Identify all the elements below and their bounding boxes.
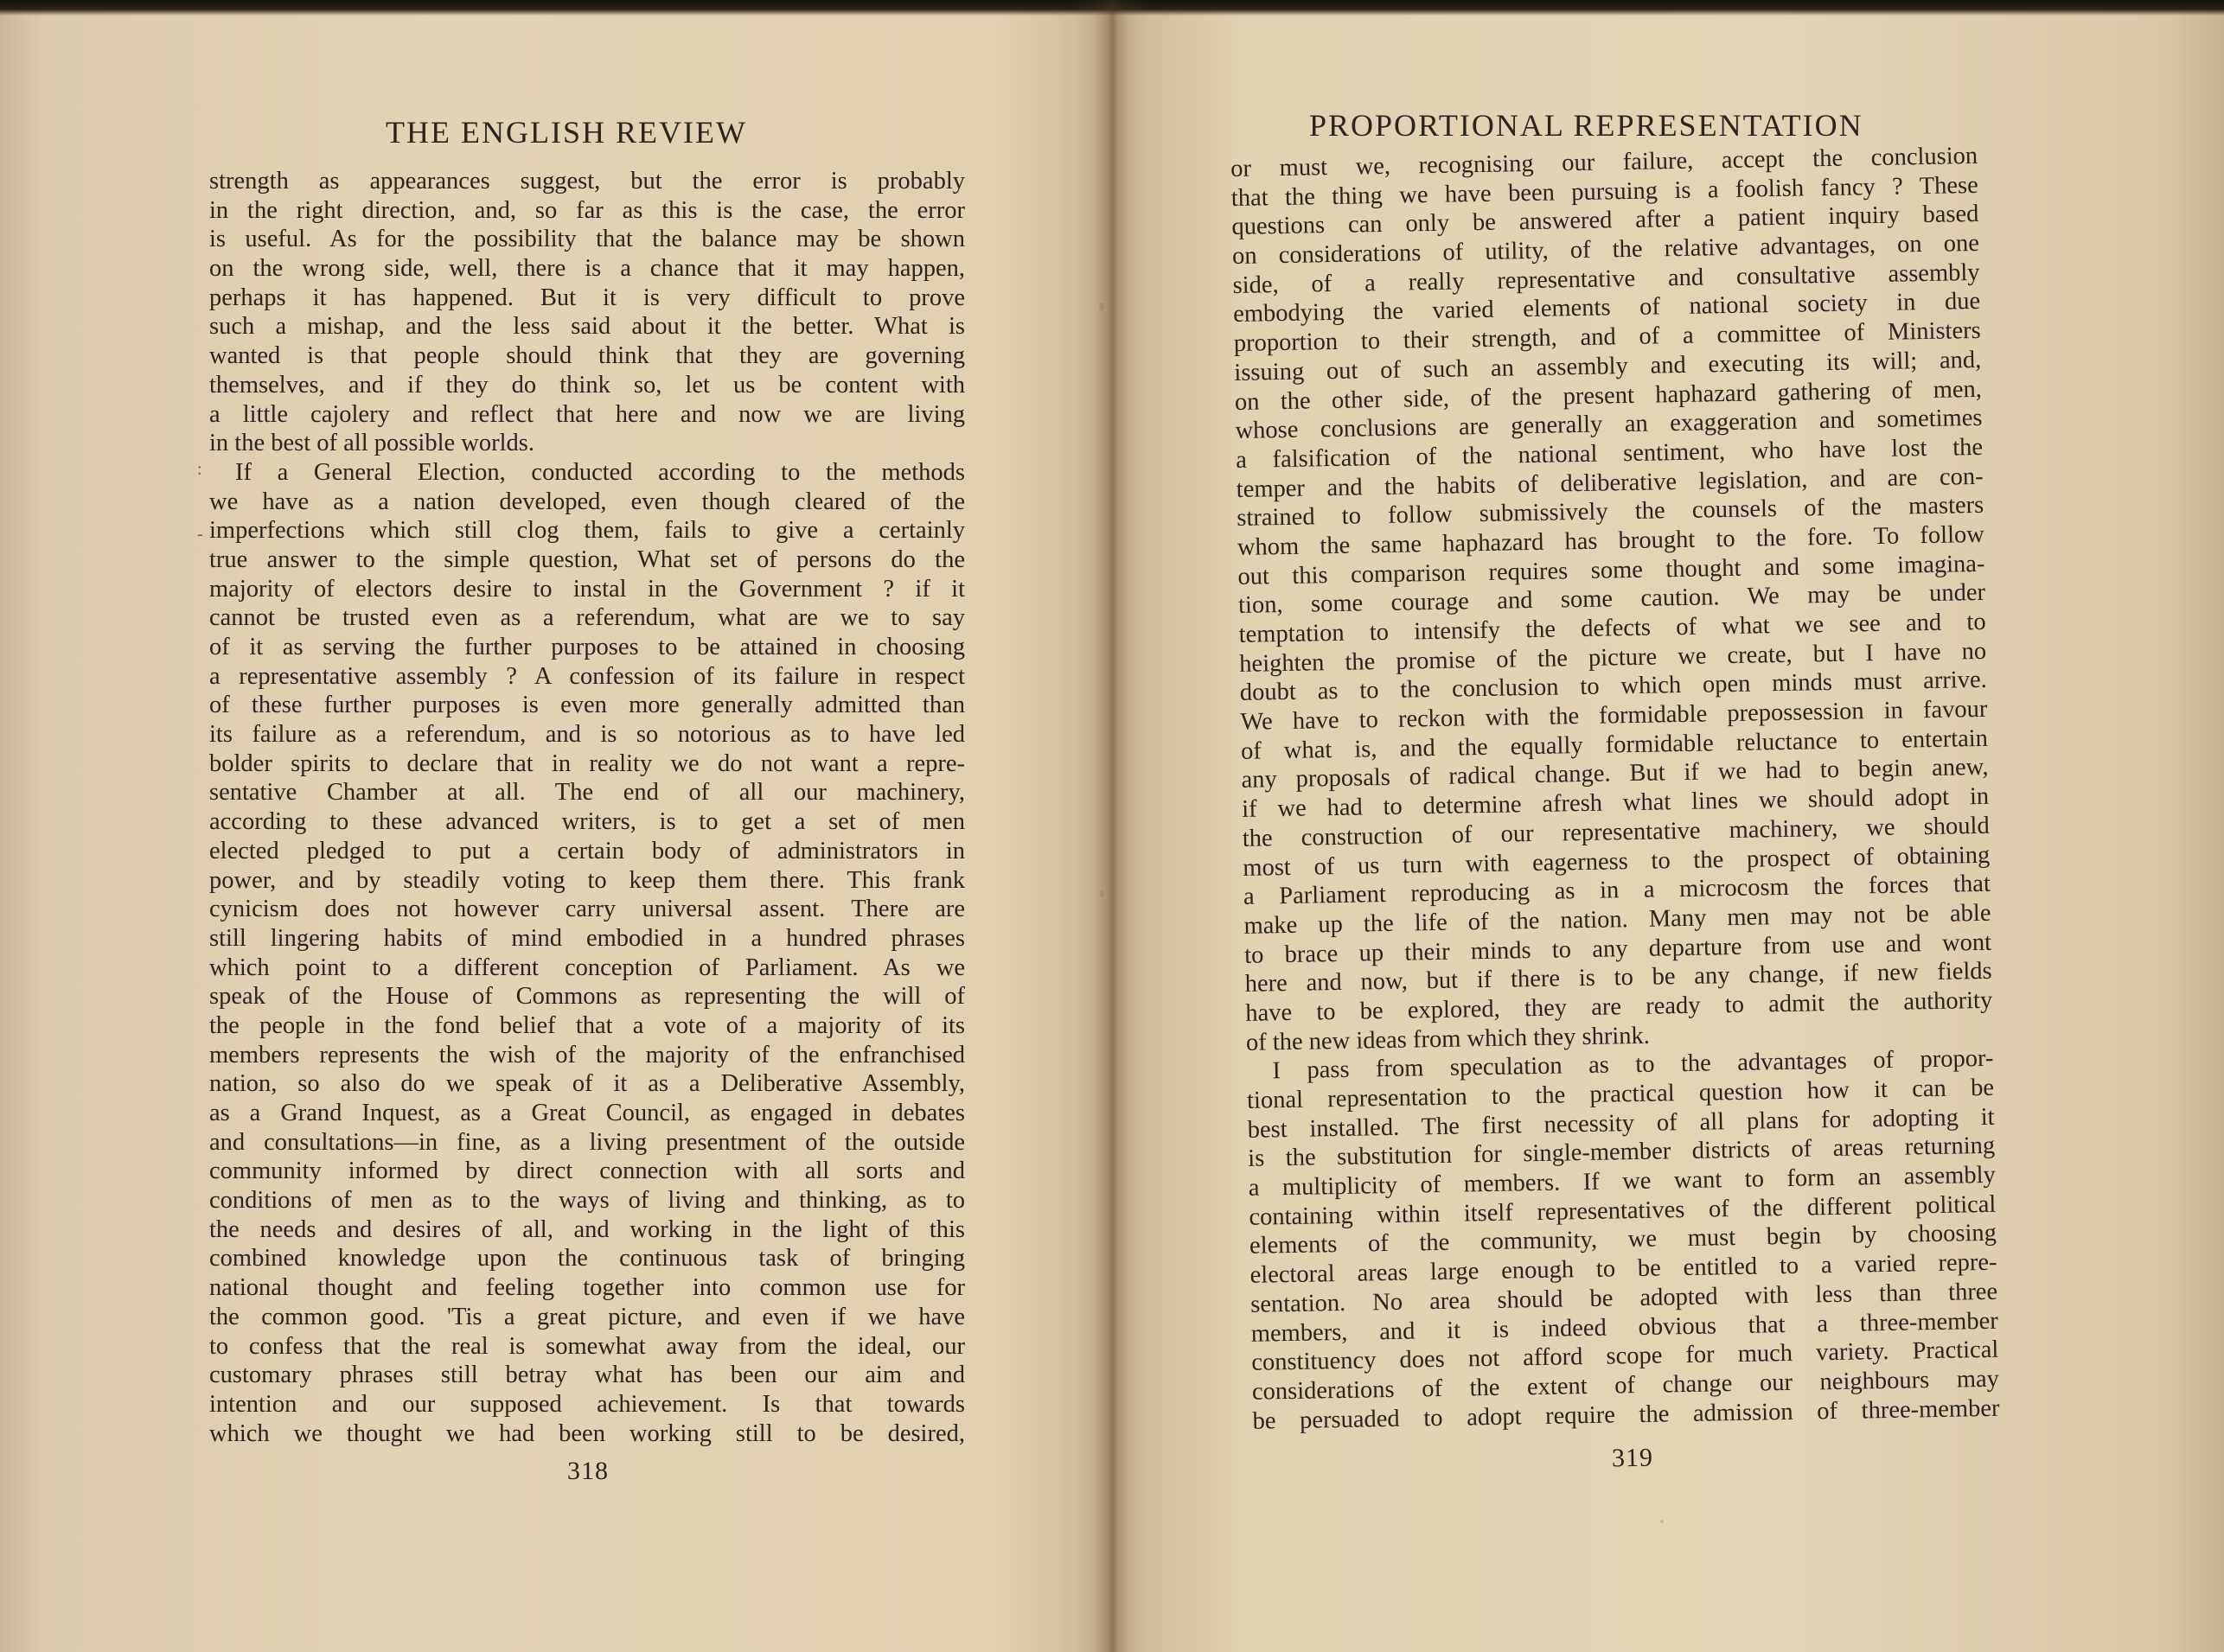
text-line: electoral areas large enough to be entitled to a varied repre- <box>1249 1248 1997 1289</box>
text-line: embodying the varied elements of national society in due <box>1232 288 1981 328</box>
text-line: the needs and desires of all, and working in the light of this <box>209 1215 965 1243</box>
text-line: speak of the House of Commons as representing the will of <box>209 983 965 1011</box>
text-line: wanted is that people should think that they are governing <box>209 342 965 370</box>
text-line: I pass from speculation as to the advantages of propor- <box>1272 1045 1994 1085</box>
text-line: doubt as to the conclusion to which open minds must arrive. <box>1239 667 1988 707</box>
text-line: temper and the habits of deliberative legislation, and are con- <box>1236 462 1984 503</box>
text-line: We have to reckon with the formidable prepossession in favour <box>1240 695 1988 736</box>
text-line: power, and by steadily voting to keep them there. This frank <box>209 866 965 894</box>
text-line: in the right direction, and, so far as this is the case, the error <box>209 196 965 224</box>
text-line: customary phrases still betray what has been our aim and <box>209 1362 965 1389</box>
text-line: nation, so also do we speak of it as a Deliberative Assembly, <box>209 1070 965 1098</box>
left-page <box>0 0 1096 1652</box>
left-running-head: THE ENGLISH REVIEW <box>386 115 747 150</box>
text-line: tion, some courage and some caution. We may be under <box>1237 579 1986 620</box>
text-line: side, of a really representative and consultative assembly <box>1232 258 1980 299</box>
text-line: of what is, and the equally formidable reluctance to entertain <box>1240 724 1989 765</box>
text-line: its failure as a referendum, and is so notorious as to have led <box>209 721 965 749</box>
text-line: most of us turn with eagerness to the prospect of obtaining <box>1243 841 1991 882</box>
text-line: sentation. No area should be adopted with less than three <box>1249 1278 1998 1318</box>
text-line: strained to follow submissively the counsels of the masters <box>1237 492 1984 533</box>
text-line: of these further purposes is even more generally admitted than <box>209 692 965 719</box>
text-line: a Parliament reproducing as in a microcosm the forces that <box>1243 870 1991 911</box>
left-text-block <box>209 167 965 1448</box>
margin-mark: : <box>197 460 202 479</box>
text-line: elements of the community, we must begin by choosing <box>1249 1220 1997 1260</box>
text-line: best installed. The first necessity of all plans for adopting it <box>1247 1103 1995 1144</box>
text-line: cynicism does not however carry universal assent. There are <box>209 896 965 923</box>
text-line: on the wrong side, well, there is a chance that it may happen, <box>209 255 965 283</box>
text-line: combined knowledge upon the continuous task of bringing <box>209 1245 965 1272</box>
text-line: such a mishap, and the less said about it the better. What is <box>209 313 965 341</box>
text-line: bolder spirits to declare that in reality we do not want a repre- <box>209 749 965 777</box>
text-line: a representative assembly ? A confession of its failure in respect <box>209 662 965 690</box>
text-line: considerations of the extent of change our neighbours may <box>1251 1365 2000 1406</box>
page-blemish <box>1660 1520 1664 1523</box>
text-line: themselves, and if they do think so, let us be content with <box>209 371 965 399</box>
text-line: if we had to determine afresh what lines we should adopt in <box>1241 782 1990 824</box>
text-line: tional representation to the practical question how it can be <box>1246 1074 1995 1114</box>
text-line: a falsification of the national sentiment, who have lost the <box>1235 433 1984 474</box>
text-line: proportion to their strength, and of a committee of Ministers <box>1233 317 1981 358</box>
text-line: sentative Chamber at all. The end of all our machinery, <box>209 779 965 807</box>
text-line: is the substitution for single-member districts of areas returning <box>1248 1132 1996 1173</box>
text-line: which we thought we had been working still to be desired, <box>209 1419 965 1447</box>
text-line: be persuaded to adopt require the admission of three-member <box>1252 1394 2000 1435</box>
text-line: of it as serving the further purposes to be attained in choosing <box>209 634 965 660</box>
text-line: the construction of our representative machinery, we should <box>1242 812 1990 852</box>
text-line: and consultations—in fine, as a living presentment of the outside <box>209 1128 965 1156</box>
text-line: according to these advanced writers, is to get a set of men <box>209 808 965 836</box>
text-line: in the best of all possible worlds. <box>209 430 534 457</box>
text-line: here and now, but if there is to be any change, if new fields <box>1244 958 1992 998</box>
text-line: or must we, recognising our failure, accept the conclusion <box>1230 142 1978 182</box>
text-line: heighten the promise of the picture we create, but I have no <box>1239 637 1987 678</box>
text-line: imperfections which still clog them, fails to give a certainly <box>209 517 965 545</box>
text-line: the people in the fond belief that a vote of a majority of its <box>209 1011 965 1039</box>
text-line: majority of electors desire to instal in the Government ? if it <box>209 575 965 603</box>
text-line: questions can only be answered after a patient inquiry based <box>1231 201 1979 241</box>
text-line: perhaps it has happened. But it is very difficult to prove <box>209 284 965 311</box>
text-line: we have as a nation developed, even though cleared of the <box>209 488 965 515</box>
page-blemish <box>1099 303 1104 311</box>
text-line: any proposals of radical change. But if we had to begin anew, <box>1241 754 1989 794</box>
text-line: is useful. As for the possibility that the balance may be shown <box>209 226 965 253</box>
text-line: which point to a different conception of Parliament. As we <box>209 954 965 981</box>
text-line: to brace up their minds to any departure from use and wont <box>1243 928 1992 969</box>
text-line: conditions of men as to the ways of living and thinking, as to <box>209 1187 965 1215</box>
text-line: strength as appearances suggest, but the error is probably <box>209 168 965 195</box>
text-line: If a General Election, conducted according to the methods <box>235 458 965 486</box>
text-line: members represents the wish of the majority of the enfranchised <box>209 1041 965 1068</box>
text-line: still lingering habits of mind embodied in a hundred phrases <box>209 924 965 952</box>
text-line: true answer to the simple question, What set of persons do the <box>209 545 965 573</box>
right-running-head: PROPORTIONAL REPRESENTATION <box>1309 108 1863 143</box>
text-line: intention and our supposed achievement. Is that towards <box>209 1390 965 1418</box>
right-page-number: 319 <box>1611 1443 1654 1473</box>
text-line: community informed by direct connection with all sorts and <box>209 1158 965 1185</box>
left-page-number: 318 <box>567 1457 609 1485</box>
right-page <box>1096 0 2224 1652</box>
text-line: issuing out of such an assembly and executing its will; and, <box>1234 346 1982 386</box>
text-line: on the other side, of the present haphazard gathering of men, <box>1234 375 1983 416</box>
text-line: that the thing we have been pursuing is a foolish fancy ? These <box>1230 171 1979 212</box>
page-blemish <box>1100 890 1104 897</box>
text-line: make up the life of the nation. Many men may not be able <box>1243 899 1991 940</box>
text-line: members, and it is indeed obvious that a three-member <box>1250 1307 1998 1348</box>
text-line: national thought and feeling together into common use for <box>209 1274 965 1302</box>
text-line: whom the same haphazard has brought to the fore. To follow <box>1237 520 1985 561</box>
text-line: out this comparison requires some thought and some imagina- <box>1237 550 1985 590</box>
text-line: a multiplicity of members. If we want to form an assembly <box>1248 1161 1997 1202</box>
text-line: to confess that the real is somewhat away from the ideal, our <box>209 1332 965 1360</box>
margin-mark: - <box>197 525 203 544</box>
text-line: containing within itself representatives of the different political <box>1249 1190 1997 1231</box>
text-line: a little cajolery and reflect that here and now we are living <box>209 400 965 428</box>
text-line: on considerations of utility, of the relative advantages, on one <box>1231 229 1980 271</box>
text-line: as a Grand Inquest, as a Great Council, as engaged in debates <box>209 1100 965 1126</box>
right-text-block <box>1230 142 2000 1436</box>
text-line: the common good. 'Tis a great picture, and even if we have <box>209 1303 965 1330</box>
text-line: have to be explored, they are ready to admit the authority <box>1245 986 1993 1027</box>
text-line: whose conclusions are generally an exaggeration and sometimes <box>1235 405 1983 445</box>
text-line: cannot be trusted even as a referendum, what are we to say <box>209 604 965 632</box>
text-line: elected pledged to put a certain body of administrators in <box>209 837 965 864</box>
text-line: of the new ideas from which they shrink. <box>1245 1022 1651 1056</box>
text-line: temptation to intensify the defects of what we see and to <box>1238 608 1986 648</box>
text-line: constituency does not afford scope for much variety. Practical <box>1251 1336 1999 1376</box>
